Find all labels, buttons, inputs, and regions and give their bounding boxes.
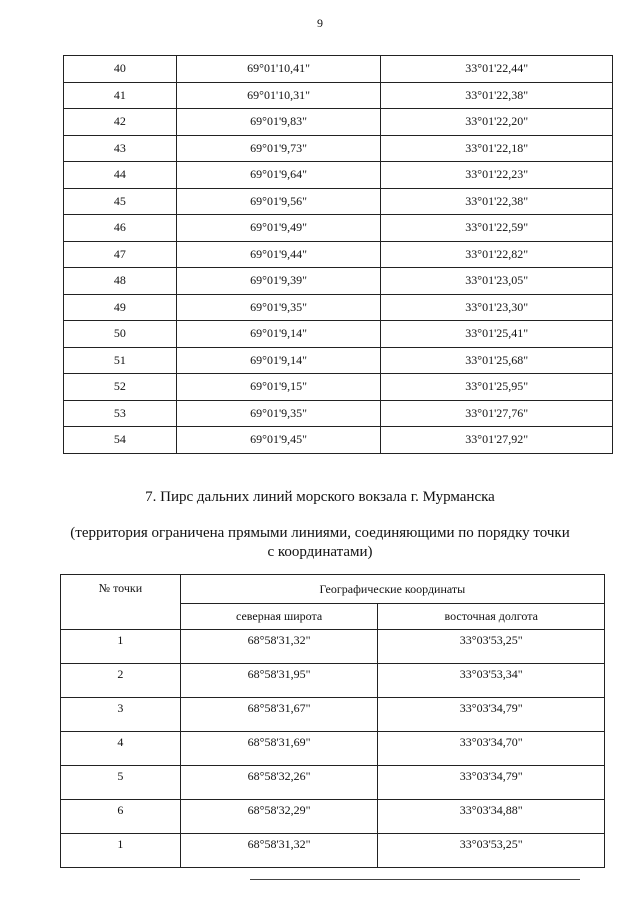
point-number-cell: 52 <box>64 374 177 401</box>
latitude-cell: 69°01'10,41" <box>176 56 381 83</box>
longitude-cell: 33°01'23,05" <box>381 268 613 295</box>
longitude-cell: 33°01'25,95" <box>381 374 613 401</box>
table-row <box>61 630 605 664</box>
latitude-cell: 69°01'9,56" <box>176 188 381 215</box>
table-row <box>64 374 613 401</box>
latitude-cell: 68°58'31,67" <box>180 698 378 732</box>
longitude-cell: 33°03'34,79" <box>378 766 605 800</box>
longitude-cell: 33°01'23,30" <box>381 294 613 321</box>
table-row <box>64 188 613 215</box>
latitude-cell: 69°01'9,44" <box>176 241 381 268</box>
coordinates-table-continued <box>63 55 613 454</box>
longitude-cell: 33°01'25,41" <box>381 321 613 348</box>
latitude-cell: 68°58'31,69" <box>180 732 378 766</box>
latitude-cell: 68°58'31,32" <box>180 834 378 868</box>
table-header-row <box>61 575 605 604</box>
latitude-cell: 68°58'31,95" <box>180 664 378 698</box>
latitude-cell: 69°01'9,45" <box>176 427 381 454</box>
footer-rule <box>250 879 580 880</box>
latitude-cell: 69°01'9,15" <box>176 374 381 401</box>
section-heading: 7. Пирс дальних линий морского вокзала г. Мурманска <box>145 489 495 505</box>
point-number-cell: 5 <box>61 766 181 800</box>
page-number: 9 <box>317 16 323 30</box>
point-number-cell: 54 <box>64 427 177 454</box>
point-number-header: № точки <box>61 575 181 630</box>
point-number-cell: 53 <box>64 400 177 427</box>
point-number-cell: 44 <box>64 162 177 189</box>
table-row <box>61 766 605 800</box>
longitude-cell: 33°03'53,25" <box>378 834 605 868</box>
latitude-cell: 69°01'9,35" <box>176 294 381 321</box>
table-row <box>61 834 605 868</box>
latitude-cell: 69°01'9,39" <box>176 268 381 295</box>
longitude-cell: 33°03'53,34" <box>378 664 605 698</box>
geo-coordinates-header: Географические координаты <box>180 575 604 604</box>
latitude-cell: 68°58'32,29" <box>180 800 378 834</box>
table-row <box>64 162 613 189</box>
table-row <box>61 664 605 698</box>
longitude-cell: 33°01'22,18" <box>381 135 613 162</box>
longitude-header: восточная долгота <box>378 604 605 630</box>
point-number-cell: 3 <box>61 698 181 732</box>
table-row <box>64 215 613 242</box>
longitude-cell: 33°01'22,59" <box>381 215 613 242</box>
point-number-cell: 4 <box>61 732 181 766</box>
latitude-cell: 68°58'31,32" <box>180 630 378 664</box>
longitude-cell: 33°03'34,88" <box>378 800 605 834</box>
point-number-cell: 48 <box>64 268 177 295</box>
longitude-cell: 33°01'22,38" <box>381 188 613 215</box>
table-row <box>61 732 605 766</box>
longitude-cell: 33°01'22,20" <box>381 109 613 136</box>
table-row <box>64 241 613 268</box>
point-number-cell: 40 <box>64 56 177 83</box>
longitude-cell: 33°01'22,38" <box>381 82 613 109</box>
latitude-cell: 69°01'9,64" <box>176 162 381 189</box>
longitude-cell: 33°03'53,25" <box>378 630 605 664</box>
longitude-cell: 33°03'34,70" <box>378 732 605 766</box>
table-row <box>64 268 613 295</box>
table-row <box>61 800 605 834</box>
latitude-cell: 69°01'9,49" <box>176 215 381 242</box>
latitude-cell: 69°01'9,35" <box>176 400 381 427</box>
longitude-cell: 33°01'25,68" <box>381 347 613 374</box>
pier-coordinates-table <box>60 574 605 868</box>
table-row <box>64 400 613 427</box>
table-row <box>64 347 613 374</box>
table-row <box>64 82 613 109</box>
longitude-cell: 33°01'22,82" <box>381 241 613 268</box>
latitude-cell: 69°01'10,31" <box>176 82 381 109</box>
point-number-cell: 49 <box>64 294 177 321</box>
latitude-cell: 69°01'9,83" <box>176 109 381 136</box>
point-number-cell: 1 <box>61 834 181 868</box>
point-number-cell: 51 <box>64 347 177 374</box>
longitude-cell: 33°01'27,92" <box>381 427 613 454</box>
point-number-cell: 46 <box>64 215 177 242</box>
latitude-cell: 69°01'9,73" <box>176 135 381 162</box>
table-row <box>61 698 605 732</box>
latitude-cell: 69°01'9,14" <box>176 347 381 374</box>
point-number-cell: 2 <box>61 664 181 698</box>
table-row <box>64 294 613 321</box>
table-row <box>64 109 613 136</box>
longitude-cell: 33°01'27,76" <box>381 400 613 427</box>
longitude-cell: 33°01'22,23" <box>381 162 613 189</box>
section-subheading: (территория ограничена прямыми линиями, соединяющими по порядку точки с координатами) <box>70 525 570 560</box>
table-row <box>64 427 613 454</box>
point-number-cell: 41 <box>64 82 177 109</box>
table-row <box>64 321 613 348</box>
point-number-cell: 50 <box>64 321 177 348</box>
table-row <box>64 56 613 83</box>
point-number-cell: 45 <box>64 188 177 215</box>
table-row <box>64 135 613 162</box>
point-number-cell: 6 <box>61 800 181 834</box>
latitude-cell: 68°58'32,26" <box>180 766 378 800</box>
point-number-cell: 43 <box>64 135 177 162</box>
latitude-cell: 69°01'9,14" <box>176 321 381 348</box>
latitude-header: северная широта <box>180 604 378 630</box>
point-number-cell: 47 <box>64 241 177 268</box>
longitude-cell: 33°01'22,44" <box>381 56 613 83</box>
longitude-cell: 33°03'34,79" <box>378 698 605 732</box>
point-number-cell: 42 <box>64 109 177 136</box>
point-number-cell: 1 <box>61 630 181 664</box>
